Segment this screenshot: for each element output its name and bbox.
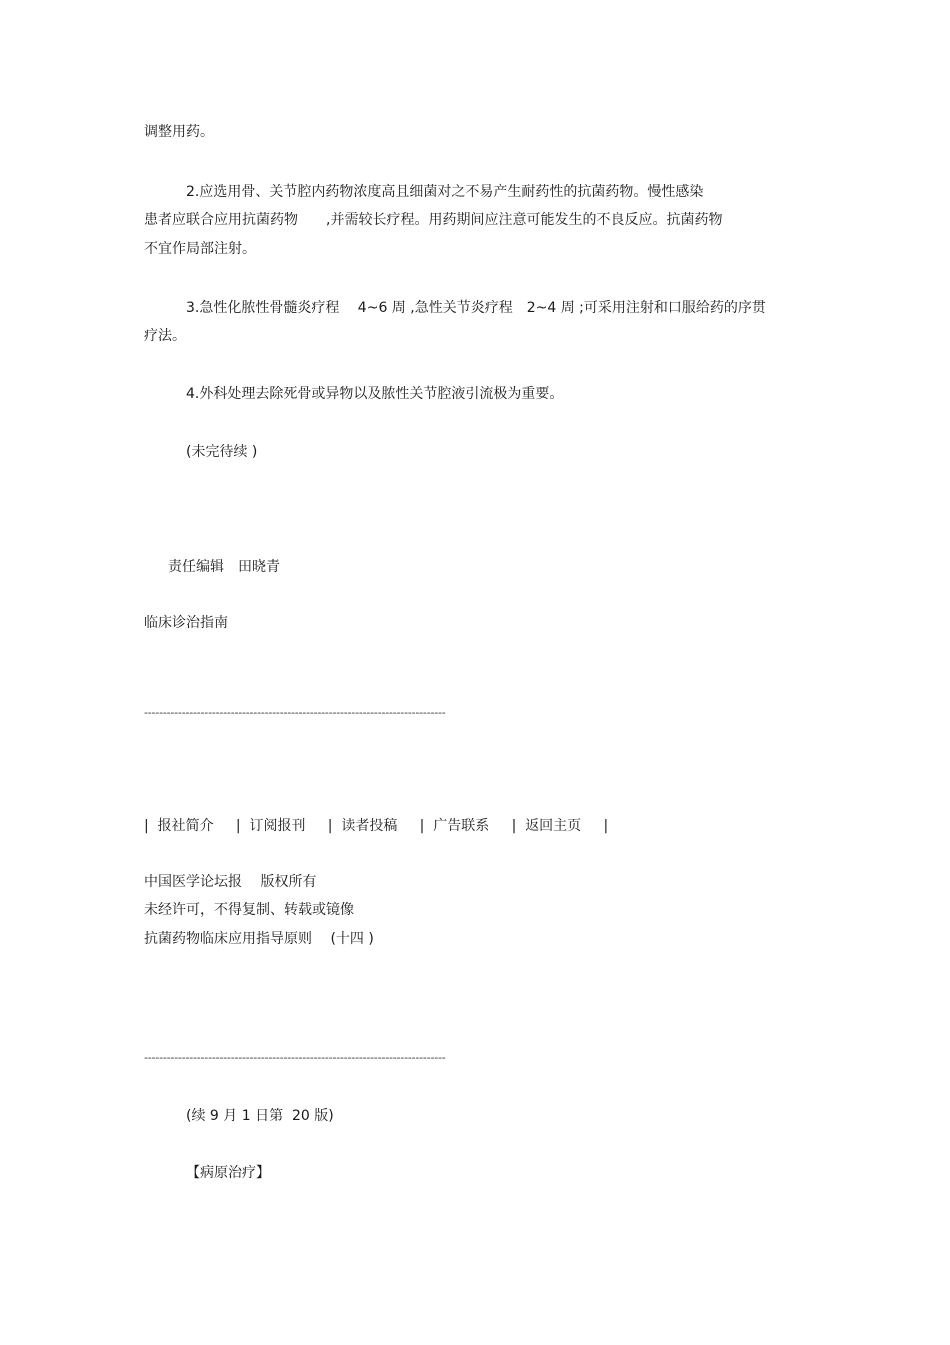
nav-link-subscribe[interactable]: 订阅报刊: [249, 818, 306, 834]
paragraph-2-line-2: 患者应联合应用抗菌药物 ,并需较长疗程。用药期间应注意可能发生的不良反应。抗菌药物: [144, 212, 723, 228]
section-heading: 【病原治疗】: [186, 1165, 270, 1181]
paragraph-3-line-1: 3.急性化脓性骨髓炎疗程 4~6 周 ,急性关节炎疗程 2~4 周 ;可采用注射和口服给药的序贯: [186, 300, 766, 316]
paragraph-4: 4.外科处理去除死骨或异物以及脓性关节腔液引流极为重要。: [186, 386, 564, 402]
reproduction-notice: 未经许可，不得复制、转载或镜像: [144, 902, 354, 918]
paragraph-2-line-1: 2.应选用骨、关节腔内药物浓度高且细菌对之不易产生耐药性的抗菌药物。慢性感染: [186, 184, 704, 200]
editor-credit: 责任编辑 田晓青: [168, 559, 280, 575]
paragraph-2-line-3: 不宜作局部注射。: [144, 241, 256, 257]
nav-separator: |: [603, 818, 609, 834]
footer-nav: [144, 816, 608, 836]
paragraph-3-line-2: 疗法。: [144, 328, 186, 344]
separator-line-1: --------------------------------------------------------------------------------: [144, 706, 446, 719]
nav-separator: |: [327, 818, 333, 834]
copyright: 中国医学论坛报 版权所有: [144, 874, 317, 890]
nav-link-home[interactable]: 返回主页: [525, 818, 582, 834]
nav-separator: |: [144, 818, 149, 834]
to-be-continued: (未完待续 ): [186, 444, 258, 460]
next-article-title: 抗菌药物临床应用指导原则 (十四 ): [144, 931, 374, 947]
continuation-note: (续 9 月 1 日第 20 版): [186, 1108, 334, 1124]
separator-line-2: --------------------------------------------------------------------------------: [144, 1051, 446, 1064]
nav-link-advertise[interactable]: 广告联系: [433, 818, 490, 834]
nav-link-about[interactable]: 报社简介: [157, 818, 214, 834]
nav-separator: |: [511, 818, 517, 834]
nav-link-submit[interactable]: 读者投稿: [341, 818, 398, 834]
column-name: 临床诊治指南: [144, 615, 228, 631]
nav-separator: |: [235, 818, 241, 834]
paragraph-1-end: 调整用药。: [144, 124, 214, 140]
nav-separator: |: [419, 818, 425, 834]
